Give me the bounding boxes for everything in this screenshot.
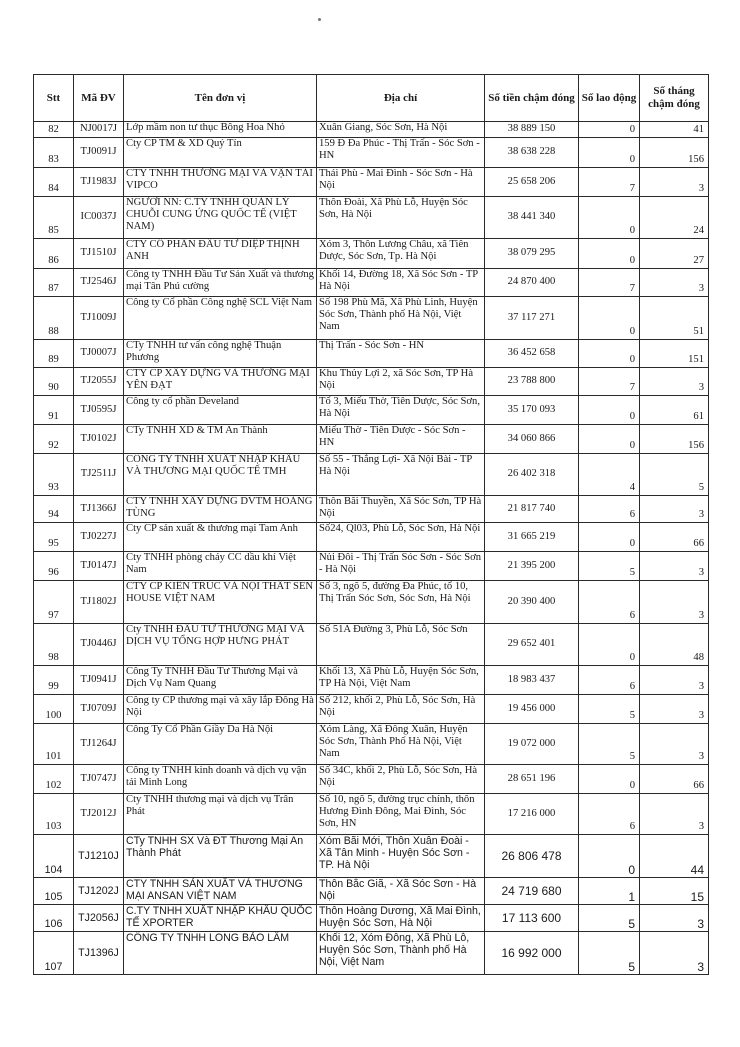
row-dia-chi: Số 34C, khối 2, Phù Lỗ, Sóc Sơn, Hà Nội xyxy=(317,765,485,794)
row-so-thang: 3 xyxy=(640,932,709,975)
row-dia-chi: Số 51A Đường 3, Phù Lỗ, Sóc Sơn xyxy=(317,624,485,666)
row-so-tien: 24 870 400 xyxy=(485,269,579,297)
row-so-thang: 3 xyxy=(640,168,709,197)
row-ten-don-vi: Công ty TNHH kinh doanh và dịch vụ vận tải Minh Long xyxy=(124,765,317,794)
row-so-tien: 20 390 400 xyxy=(485,581,579,624)
row-ten-don-vi: CTy TNHH XD & TM An Thành xyxy=(124,425,317,454)
header-so-tien: Số tiền chậm đóng xyxy=(485,75,579,122)
row-ten-don-vi: Cty CP TM & XD Quý Tín xyxy=(124,138,317,168)
row-so-tien: 37 117 271 xyxy=(485,297,579,340)
row-ten-don-vi: CTy TNHH tư vấn công nghệ Thuận Phương xyxy=(124,340,317,368)
row-so-tien: 26 402 318 xyxy=(485,454,579,496)
row-so-lao-dong: 6 xyxy=(579,496,640,523)
row-stt: 88 xyxy=(34,297,74,340)
row-stt: 96 xyxy=(34,552,74,581)
row-ten-don-vi: Cty TNHH ĐẦU TƯ THƯƠNG MẠI VÀ DỊCH VỤ TỔNG HỢP HƯNG PHÁT xyxy=(124,624,317,666)
table-row xyxy=(34,523,709,552)
row-so-lao-dong: 0 xyxy=(579,297,640,340)
table-row xyxy=(34,496,709,523)
row-so-lao-dong: 5 xyxy=(579,552,640,581)
row-ma-dv: TJ1366J xyxy=(74,496,124,523)
row-so-tien: 21 395 200 xyxy=(485,552,579,581)
row-so-tien: 38 441 340 xyxy=(485,197,579,239)
row-stt: 84 xyxy=(34,168,74,197)
row-so-lao-dong: 0 xyxy=(579,624,640,666)
table-row xyxy=(34,624,709,666)
row-ma-dv: TJ2546J xyxy=(74,269,124,297)
table-row xyxy=(34,396,709,425)
row-ma-dv: TJ1264J xyxy=(74,724,124,765)
row-ma-dv: NJ0017J xyxy=(74,122,124,138)
row-stt: 103 xyxy=(34,794,74,835)
row-so-thang: 3 xyxy=(640,269,709,297)
table-row xyxy=(34,425,709,454)
row-ten-don-vi: NGƯỜI NN: C.TY TNHH QUẢN LÝ CHUỖI CUNG ỨNG QUỐC TẾ (VIỆT NAM) xyxy=(124,197,317,239)
row-so-tien: 38 638 228 xyxy=(485,138,579,168)
table-row xyxy=(34,581,709,624)
table-row xyxy=(34,666,709,695)
row-so-thang: 3 xyxy=(640,552,709,581)
row-so-tien: 31 665 219 xyxy=(485,523,579,552)
row-ten-don-vi: CTY CP KIẾN TRÚC VÀ NỘI THẤT SEN HOUSE VIỆT NAM xyxy=(124,581,317,624)
row-stt: 106 xyxy=(34,905,74,932)
row-stt: 99 xyxy=(34,666,74,695)
row-ma-dv: TJ0446J xyxy=(74,624,124,666)
table-row xyxy=(34,297,709,340)
table-row xyxy=(34,197,709,239)
row-ma-dv: TJ1396J xyxy=(74,932,124,975)
row-ma-dv: IC0037J xyxy=(74,197,124,239)
row-dia-chi: Xóm 3, Thôn Lương Châu, xã Tiên Dược, Sóc Sơn, Tp. Hà Nội xyxy=(317,239,485,269)
row-dia-chi: Khu Thủy Lợi 2, xã Sóc Sơn, TP Hà Nội xyxy=(317,368,485,396)
row-so-tien: 21 817 740 xyxy=(485,496,579,523)
row-so-tien: 19 456 000 xyxy=(485,695,579,724)
row-so-thang: 66 xyxy=(640,523,709,552)
row-so-lao-dong: 6 xyxy=(579,794,640,835)
row-ten-don-vi: Công Ty Cổ Phần Giầy Da Hà Nội xyxy=(124,724,317,765)
row-stt: 107 xyxy=(34,932,74,975)
row-so-lao-dong: 0 xyxy=(579,835,640,878)
row-stt: 83 xyxy=(34,138,74,168)
row-so-lao-dong: 0 xyxy=(579,340,640,368)
row-stt: 94 xyxy=(34,496,74,523)
row-so-lao-dong: 0 xyxy=(579,425,640,454)
table-row xyxy=(34,905,709,932)
row-ma-dv: TJ2012J xyxy=(74,794,124,835)
row-stt: 85 xyxy=(34,197,74,239)
row-ma-dv: TJ1510J xyxy=(74,239,124,269)
row-ten-don-vi: Công ty TNHH Đầu Tư Sản Xuất và thương mại Tân Phú cường xyxy=(124,269,317,297)
row-so-thang: 3 xyxy=(640,724,709,765)
row-stt: 95 xyxy=(34,523,74,552)
header-dia-chi: Địa chỉ xyxy=(317,75,485,122)
row-dia-chi: Số 55 - Thắng Lợi- Xã Nội Bài - TP Hà Nội xyxy=(317,454,485,496)
row-so-lao-dong: 0 xyxy=(579,239,640,269)
row-ten-don-vi: CTY TNHH XÂY DỰNG DVTM HOÀNG TÙNG xyxy=(124,496,317,523)
row-dia-chi: Xuân Giang, Sóc Sơn, Hà Nội xyxy=(317,122,485,138)
table-row xyxy=(34,932,709,975)
row-so-thang: 3 xyxy=(640,368,709,396)
row-ma-dv: TJ1009J xyxy=(74,297,124,340)
row-ten-don-vi: Cty TNHH thương mại và dịch vụ Trân Phát xyxy=(124,794,317,835)
row-ma-dv: TJ0709J xyxy=(74,695,124,724)
row-ma-dv: TJ0147J xyxy=(74,552,124,581)
row-so-lao-dong: 5 xyxy=(579,695,640,724)
row-dia-chi: Số24, Ql03, Phù Lỗ, Sóc Sơn, Hà Nội xyxy=(317,523,485,552)
row-stt: 86 xyxy=(34,239,74,269)
row-ten-don-vi: Cty CP sản xuất & thương mại Tam Anh xyxy=(124,523,317,552)
table-body xyxy=(34,122,709,975)
table-row xyxy=(34,122,709,138)
debt-table xyxy=(33,74,709,975)
row-so-lao-dong: 7 xyxy=(579,269,640,297)
header-so-lao-dong: Số lao động xyxy=(579,75,640,122)
row-so-thang: 24 xyxy=(640,197,709,239)
row-ten-don-vi: Lớp mầm non tư thục Bông Hoa Nhỏ xyxy=(124,122,317,138)
debt-table-sheet xyxy=(33,74,708,975)
row-so-thang: 27 xyxy=(640,239,709,269)
row-ma-dv: TJ1202J xyxy=(74,878,124,905)
row-stt: 104 xyxy=(34,835,74,878)
row-ten-don-vi: CTY TNHH SẢN XUẤT VÀ THƯƠNG MẠI ANSAN VIỆT NAM xyxy=(124,878,317,905)
row-so-thang: 3 xyxy=(640,666,709,695)
row-stt: 92 xyxy=(34,425,74,454)
row-so-tien: 23 788 800 xyxy=(485,368,579,396)
row-dia-chi: Thôn Đoài, Xã Phù Lỗ, Huyện Sóc Sơn, Hà Nội xyxy=(317,197,485,239)
row-ten-don-vi: Công ty CP thương mại và xây lắp Đông Hà Nội xyxy=(124,695,317,724)
row-so-thang: 61 xyxy=(640,396,709,425)
row-so-lao-dong: 6 xyxy=(579,581,640,624)
header-ten-don-vi: Tên đơn vị xyxy=(124,75,317,122)
row-so-tien: 17 216 000 xyxy=(485,794,579,835)
row-so-thang: 151 xyxy=(640,340,709,368)
row-dia-chi: Tổ 3, Miếu Thờ, Tiên Dược, Sóc Sơn, Hà Nội xyxy=(317,396,485,425)
row-dia-chi: Khối 12, Xóm Đông, Xã Phù Lỗ, Huyện Sóc Sơn, Thành phố Hà Nội, Việt Nam xyxy=(317,932,485,975)
row-so-thang: 41 xyxy=(640,122,709,138)
table-row xyxy=(34,695,709,724)
row-dia-chi: Số 10, ngõ 5, đường trục chính, thôn Hương Đình Đông, Mai Đình, Sóc Sơn, HN xyxy=(317,794,485,835)
row-stt: 98 xyxy=(34,624,74,666)
row-dia-chi: Nủi Đôi - Thị Trấn Sóc Sơn - Sóc Sơn - Hà Nội xyxy=(317,552,485,581)
row-so-thang: 3 xyxy=(640,581,709,624)
row-so-thang: 5 xyxy=(640,454,709,496)
row-so-thang: 3 xyxy=(640,695,709,724)
table-row xyxy=(34,552,709,581)
row-so-lao-dong: 4 xyxy=(579,454,640,496)
row-stt: 102 xyxy=(34,765,74,794)
row-ten-don-vi: Công Ty TNHH Đầu Tư Thương Mại và Dịch Vụ Nam Quang xyxy=(124,666,317,695)
row-so-thang: 3 xyxy=(640,905,709,932)
row-dia-chi: Miếu Thờ - Tiên Dược - Sóc Sơn - HN xyxy=(317,425,485,454)
row-so-thang: 3 xyxy=(640,496,709,523)
row-ten-don-vi: CTY CP XÂY DỰNG VÀ THƯƠNG MẠI YÊN ĐẠT xyxy=(124,368,317,396)
row-ma-dv: TJ0227J xyxy=(74,523,124,552)
row-stt: 87 xyxy=(34,269,74,297)
row-stt: 93 xyxy=(34,454,74,496)
row-ma-dv: TJ1983J xyxy=(74,168,124,197)
table-row xyxy=(34,765,709,794)
table-row xyxy=(34,368,709,396)
table-row xyxy=(34,878,709,905)
row-so-lao-dong: 6 xyxy=(579,666,640,695)
row-so-thang: 66 xyxy=(640,765,709,794)
row-ten-don-vi: CTY TNHH THƯƠNG MẠI VÀ VẬN TẢI VIPCO xyxy=(124,168,317,197)
row-ma-dv: TJ1210J xyxy=(74,835,124,878)
row-dia-chi: Khối 13, Xã Phù Lỗ, Huyện Sóc Sơn, TP Hà Nội, Việt Nam xyxy=(317,666,485,695)
row-so-lao-dong: 0 xyxy=(579,138,640,168)
row-so-lao-dong: 0 xyxy=(579,523,640,552)
row-so-lao-dong: 0 xyxy=(579,765,640,794)
row-ma-dv: TJ2055J xyxy=(74,368,124,396)
table-row xyxy=(34,138,709,168)
scan-speck xyxy=(318,18,321,21)
row-dia-chi: Thị Trấn - Sóc Sơn - HN xyxy=(317,340,485,368)
row-so-thang: 51 xyxy=(640,297,709,340)
row-stt: 97 xyxy=(34,581,74,624)
row-ma-dv: TJ2056J xyxy=(74,905,124,932)
row-dia-chi: Số 3, ngõ 5, đường Đa Phúc, tổ 10, Thị Trấn Sóc Sơn, Sóc Sơn, Hà Nội xyxy=(317,581,485,624)
row-dia-chi: Thôn Hoàng Dương, Xã Mai Đình, Huyện Sóc Sơn, Hà Nội xyxy=(317,905,485,932)
row-so-lao-dong: 5 xyxy=(579,724,640,765)
table-row xyxy=(34,835,709,878)
header-row xyxy=(34,75,709,122)
row-stt: 91 xyxy=(34,396,74,425)
row-so-tien: 29 652 401 xyxy=(485,624,579,666)
row-so-tien: 28 651 196 xyxy=(485,765,579,794)
row-ma-dv: TJ0102J xyxy=(74,425,124,454)
row-ma-dv: TJ0007J xyxy=(74,340,124,368)
row-so-lao-dong: 5 xyxy=(579,932,640,975)
row-ten-don-vi: Công ty Cổ phần Công nghệ SCL Việt Nam xyxy=(124,297,317,340)
row-dia-chi: Thôn Bắc Giã, - Xã Sóc Sơn - Hà Nội xyxy=(317,878,485,905)
row-ten-don-vi: CTy TNHH SX Và ĐT Thương Mại An Thành Phát xyxy=(124,835,317,878)
row-so-thang: 156 xyxy=(640,425,709,454)
row-so-thang: 3 xyxy=(640,794,709,835)
row-ma-dv: TJ1802J xyxy=(74,581,124,624)
table-row xyxy=(34,454,709,496)
row-so-tien: 34 060 866 xyxy=(485,425,579,454)
row-stt: 89 xyxy=(34,340,74,368)
row-stt: 90 xyxy=(34,368,74,396)
table-row xyxy=(34,269,709,297)
row-ten-don-vi: CÔNG TY TNHH LONG BẢO LÂM xyxy=(124,932,317,975)
row-so-thang: 156 xyxy=(640,138,709,168)
row-dia-chi: Khối 14, Đường 18, Xã Sóc Sơn - TP Hà Nội xyxy=(317,269,485,297)
row-stt: 105 xyxy=(34,878,74,905)
row-so-thang: 15 xyxy=(640,878,709,905)
header-ma-dv: Mã ĐV xyxy=(74,75,124,122)
row-so-tien: 35 170 093 xyxy=(485,396,579,425)
row-so-tien: 16 992 000 xyxy=(485,932,579,975)
row-ten-don-vi: CÔNG TY TNHH XUẤT NHẬP KHẨU VÀ THƯƠNG MẠI QUỐC TẾ TMH xyxy=(124,454,317,496)
row-dia-chi: Xóm Bãi Mới, Thôn Xuân Đoài - Xã Tân Minh - Huyện Sóc Sơn - TP. Hà Nội xyxy=(317,835,485,878)
row-ma-dv: TJ2511J xyxy=(74,454,124,496)
row-stt: 82 xyxy=(34,122,74,138)
row-so-tien: 36 452 658 xyxy=(485,340,579,368)
table-row xyxy=(34,794,709,835)
header-so-thang: Số tháng chậm đóng xyxy=(640,75,709,122)
row-so-lao-dong: 7 xyxy=(579,368,640,396)
table-row xyxy=(34,168,709,197)
row-so-lao-dong: 1 xyxy=(579,878,640,905)
row-stt: 100 xyxy=(34,695,74,724)
row-so-lao-dong: 0 xyxy=(579,122,640,138)
row-so-tien: 19 072 000 xyxy=(485,724,579,765)
row-ma-dv: TJ0747J xyxy=(74,765,124,794)
row-so-tien: 24 719 680 xyxy=(485,878,579,905)
row-so-lao-dong: 0 xyxy=(579,197,640,239)
table-row xyxy=(34,239,709,269)
row-so-tien: 38 889 150 xyxy=(485,122,579,138)
row-ma-dv: TJ0091J xyxy=(74,138,124,168)
table-row xyxy=(34,724,709,765)
row-so-lao-dong: 5 xyxy=(579,905,640,932)
row-so-tien: 25 658 206 xyxy=(485,168,579,197)
row-dia-chi: Số 212, khối 2, Phù Lỗ, Sóc Sơn, Hà Nội xyxy=(317,695,485,724)
row-ma-dv: TJ0595J xyxy=(74,396,124,425)
row-dia-chi: 159 Đ Đa Phúc - Thị Trấn - Sóc Sơn - HN xyxy=(317,138,485,168)
row-ten-don-vi: CTY CỔ PHẦN ĐẦU TƯ DIỆP THỊNH ANH xyxy=(124,239,317,269)
row-stt: 101 xyxy=(34,724,74,765)
row-ten-don-vi: Cty TNHH phòng cháy CC dầu khí Việt Nam xyxy=(124,552,317,581)
row-so-lao-dong: 0 xyxy=(579,396,640,425)
row-dia-chi: Thái Phù - Mai Đình - Sóc Sơn - Hà Nội xyxy=(317,168,485,197)
row-ten-don-vi: C.TY TNHH XUẤT NHẬP KHẨU QUỐC TẾ XPORTER xyxy=(124,905,317,932)
row-so-thang: 44 xyxy=(640,835,709,878)
header-stt: Stt xyxy=(34,75,74,122)
row-ma-dv: TJ0941J xyxy=(74,666,124,695)
row-so-lao-dong: 7 xyxy=(579,168,640,197)
row-dia-chi: Số 198 Phù Mã, Xã Phù Linh, Huyện Sóc Sơn, Thành phố Hà Nội, Việt Nam xyxy=(317,297,485,340)
row-so-tien: 17 113 600 xyxy=(485,905,579,932)
row-ten-don-vi: Công ty cổ phần Develand xyxy=(124,396,317,425)
row-dia-chi: Xóm Làng, Xã Đông Xuân, Huyện Sóc Sơn, Thành Phố Hà Nội, Việt Nam xyxy=(317,724,485,765)
row-so-tien: 38 079 295 xyxy=(485,239,579,269)
table-row xyxy=(34,340,709,368)
row-dia-chi: Thôn Bãi Thuyền, Xã Sóc Sơn, TP Hà Nội xyxy=(317,496,485,523)
row-so-thang: 48 xyxy=(640,624,709,666)
row-so-tien: 26 806 478 xyxy=(485,835,579,878)
row-so-tien: 18 983 437 xyxy=(485,666,579,695)
